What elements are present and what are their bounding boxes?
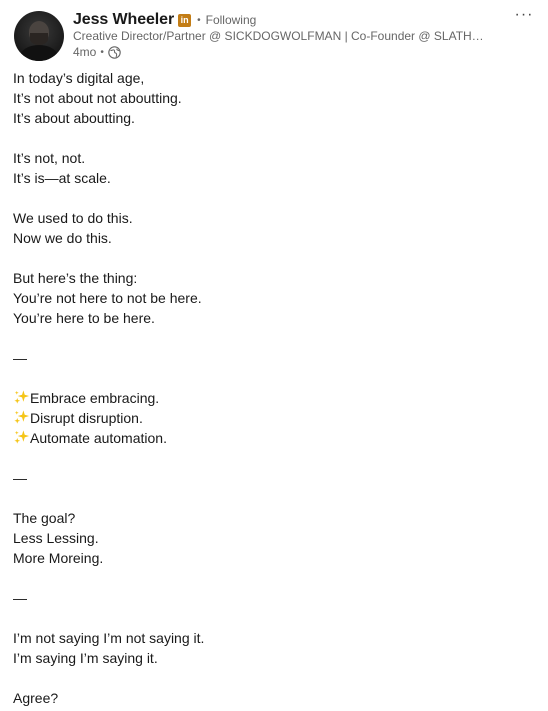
post-line-text: But here’s the thing: bbox=[13, 270, 138, 286]
post-line-text: Disrupt disruption. bbox=[30, 410, 143, 426]
post-text bbox=[13, 68, 533, 708]
post-line bbox=[13, 88, 533, 108]
post-line bbox=[13, 468, 533, 488]
post-line-text: In today’s digital age, bbox=[13, 70, 145, 86]
post-line-text: The goal? bbox=[13, 510, 76, 526]
post-line-text: I’m not saying I’m not saying it. bbox=[13, 630, 205, 646]
post-line bbox=[13, 548, 533, 568]
avatar-beard bbox=[30, 33, 48, 45]
post-line-text: — bbox=[13, 590, 27, 606]
post-line bbox=[13, 588, 533, 608]
sparkle-icon bbox=[13, 429, 30, 445]
post-line-text: Now we do this. bbox=[13, 230, 112, 246]
post-line bbox=[13, 268, 533, 288]
post-line bbox=[13, 168, 533, 188]
post-line bbox=[13, 628, 533, 648]
post-line-text: It’s about aboutting. bbox=[13, 110, 135, 126]
more-options-button[interactable]: ··· bbox=[514, 6, 534, 23]
post-line bbox=[13, 308, 533, 328]
author-headline: Creative Director/Partner @ SICKDOGWOLFMAN | Co-Founder @ SLATH… bbox=[73, 29, 484, 43]
post-meta bbox=[73, 45, 121, 59]
blank-line bbox=[13, 188, 533, 208]
following-status[interactable]: Following bbox=[205, 13, 257, 27]
post-line bbox=[13, 348, 533, 368]
post-line bbox=[13, 388, 533, 408]
avatar-figure bbox=[20, 45, 58, 61]
meta-separator: • bbox=[100, 46, 104, 58]
post-line bbox=[13, 228, 533, 248]
author-name[interactable]: Jess Wheeler bbox=[73, 11, 175, 28]
blank-line bbox=[13, 448, 533, 468]
blank-line bbox=[13, 488, 533, 508]
author-name-row bbox=[73, 9, 256, 31]
post-line-text: We used to do this. bbox=[13, 210, 133, 226]
post-line bbox=[13, 68, 533, 88]
post-timestamp[interactable]: 4mo bbox=[73, 45, 97, 59]
separator-dot: • bbox=[197, 14, 201, 26]
post-line bbox=[13, 408, 533, 428]
post-line-text: — bbox=[13, 470, 27, 486]
post-line bbox=[13, 688, 533, 708]
post-line bbox=[13, 208, 533, 228]
post-line bbox=[13, 508, 533, 528]
blank-line bbox=[13, 668, 533, 688]
post-line-text: Agree? bbox=[13, 690, 59, 706]
post-line bbox=[13, 148, 533, 168]
blank-line bbox=[13, 368, 533, 388]
post-line bbox=[13, 528, 533, 548]
post-line-text: Automate automation. bbox=[30, 430, 167, 446]
post-line-text: I’m saying I’m saying it. bbox=[13, 650, 158, 666]
blank-line bbox=[13, 608, 533, 628]
post-line-text: Less Lessing. bbox=[13, 530, 99, 546]
post-line bbox=[13, 648, 533, 668]
post-line-text: It’s not about not aboutting. bbox=[13, 90, 182, 106]
post-line-text: Embrace embracing. bbox=[30, 390, 160, 406]
sparkle-icon bbox=[13, 409, 30, 425]
post-line-text: — bbox=[13, 350, 27, 366]
linkedin-premium-icon: in bbox=[178, 14, 191, 27]
post-line-text: More Moreing. bbox=[13, 550, 104, 566]
blank-line bbox=[13, 248, 533, 268]
post-line bbox=[13, 428, 533, 448]
blank-line bbox=[13, 568, 533, 588]
avatar[interactable] bbox=[14, 11, 64, 61]
post-line bbox=[13, 288, 533, 308]
post-line bbox=[13, 108, 533, 128]
globe-icon bbox=[108, 46, 121, 59]
blank-line bbox=[13, 128, 533, 148]
post-line-text: You’re not here to not be here. bbox=[13, 290, 202, 306]
post-line-text: You’re here to be here. bbox=[13, 310, 155, 326]
blank-line bbox=[13, 328, 533, 348]
post-line-text: It’s is—at scale. bbox=[13, 170, 111, 186]
sparkle-icon bbox=[13, 389, 30, 405]
post-line-text: It’s not, not. bbox=[13, 150, 86, 166]
